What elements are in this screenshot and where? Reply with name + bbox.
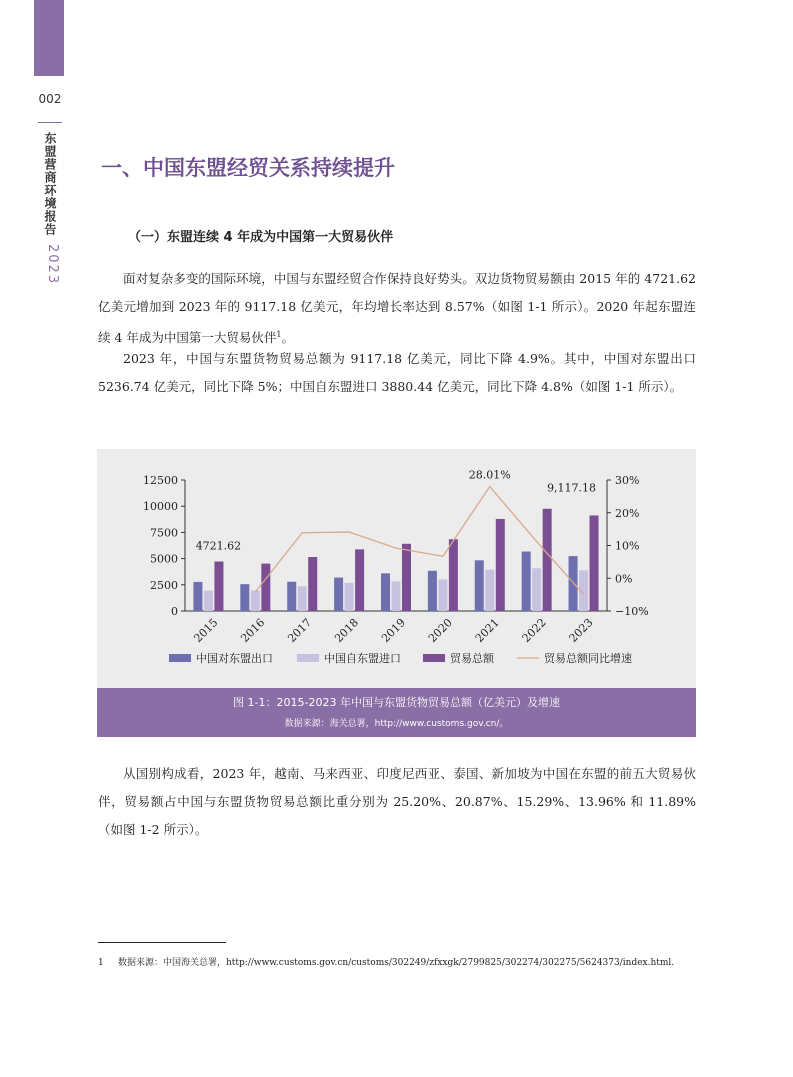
footnote-number: 1 — [98, 958, 104, 968]
bar-2021 — [475, 560, 484, 611]
section-title: 一、中国东盟经贸关系持续提升 — [101, 156, 395, 180]
legend-label: 贸易总额 — [450, 652, 494, 665]
footnote-text: 数据来源：中国海关总署，http://www.customs.gov.cn/customs/302249/zfxxgk/2799825/302274/302275/5624373/index.html. — [118, 958, 675, 968]
x-axis-tick-label: 2015 — [191, 616, 221, 646]
bar-2018 — [355, 549, 364, 611]
left-axis-tick-label: 7500 — [150, 526, 178, 540]
footnote-ref[interactable]: 1 — [276, 330, 282, 339]
bar-2021 — [485, 570, 494, 611]
paragraph-1-text: 面对复杂多变的国际环境，中国与东盟经贸合作保持良好势头。双边货物贸易额由 2015 年的 4721.62 亿美元增加到 2023 年的 9117.18 亿美元，年均增长率达到 8.57%（如图 1-1 所示）。2020 年起东盟连续 4 年成为中国第一大贸易伙伴 — [98, 271, 696, 346]
x-axis-tick-label: 2020 — [425, 616, 455, 646]
left-axis-tick-label: 10000 — [143, 500, 178, 514]
bar-2023 — [569, 556, 578, 611]
left-axis-tick-label: 2500 — [150, 578, 178, 592]
left-axis-tick-label: 12500 — [143, 474, 178, 487]
bar-2020 — [428, 571, 437, 611]
bar-2022 — [543, 509, 552, 611]
right-axis-tick-label: −10% — [615, 605, 649, 618]
bar-2021 — [496, 519, 505, 611]
section-subtitle: （一）东盟连续 4 年成为中国第一大贸易伙伴 — [128, 230, 394, 245]
x-axis-tick-label: 2018 — [332, 616, 362, 646]
right-axis-tick-label: 0% — [615, 572, 633, 586]
bar-2019 — [392, 581, 401, 611]
paragraph-2: 2023 年，中国与东盟货物贸易总额为 9117.18 亿美元，同比下降 4.9%。其中，中国对东盟出口 5236.74 亿美元，同比下降 5%；中国自东盟进口 3880.44 亿美元，同比下降 4.8%（如图 1-1 所示）。 — [98, 351, 696, 394]
bar-2019 — [402, 544, 411, 611]
footnote-divider — [98, 942, 226, 943]
x-axis-tick-label: 2023 — [566, 616, 596, 646]
bar-2016 — [261, 564, 270, 611]
data-label: 28.01% — [468, 468, 511, 482]
legend-swatch — [169, 654, 191, 662]
bar-2015 — [214, 562, 223, 611]
figure-caption: 图 1-1：2015-2023 年中国与东盟货物贸易总额（亿美元）及增速 — [233, 696, 560, 709]
x-axis-tick-label: 2017 — [285, 616, 315, 646]
bar-2020 — [449, 539, 458, 611]
bar-2016 — [240, 584, 249, 611]
bar-2015 — [204, 591, 213, 611]
paragraph-1 — [98, 265, 696, 352]
right-axis-tick-label: 30% — [615, 474, 640, 487]
legend-label: 中国对东盟出口 — [196, 652, 273, 665]
bar-2017 — [287, 582, 296, 611]
legend-label: 贸易总额同比增速 — [544, 652, 632, 665]
bar-2017 — [308, 557, 317, 611]
bar-2019 — [381, 573, 390, 611]
figure-source: 数据来源：海关总署，http://www.customs.gov.cn/。 — [284, 719, 509, 729]
side-book-year: 2023 — [45, 244, 60, 286]
trade-chart — [97, 449, 696, 688]
x-axis-tick-label: 2021 — [472, 616, 502, 646]
bar-2022 — [532, 568, 541, 611]
left-axis-tick-label: 0 — [171, 605, 178, 618]
side-divider — [38, 122, 62, 123]
bar-2018 — [334, 578, 343, 611]
data-label: 4721.62 — [195, 539, 242, 553]
figure-caption-band — [97, 688, 696, 737]
page-number: 002 — [38, 92, 62, 106]
bar-2015 — [193, 582, 202, 611]
data-label: 9,117.18 — [547, 481, 597, 495]
chart-panel — [97, 449, 696, 688]
legend-label: 中国自东盟进口 — [324, 652, 401, 665]
bar-2020 — [438, 579, 447, 611]
legend-swatch — [297, 654, 319, 662]
bar-2016 — [251, 590, 260, 611]
legend-swatch — [423, 654, 445, 662]
bar-2022 — [522, 552, 531, 611]
bar-2018 — [345, 583, 354, 611]
right-axis-tick-label: 10% — [615, 539, 640, 553]
x-axis-tick-label: 2019 — [379, 616, 409, 646]
x-axis-tick-label: 2016 — [238, 616, 268, 646]
right-axis-tick-label: 20% — [615, 506, 640, 520]
paragraph-3: 从国别构成看，2023 年，越南、马来西亚、印度尼西亚、泰国、新加坡为中国在东盟的前五大贸易伙伴，贸易额占中国与东盟货物贸易总额比重分别为 25.20%、20.87%、15.29%、13.96% 和 11.89%（如图 1-2 所示）。 — [98, 766, 696, 837]
bar-2023 — [590, 515, 599, 611]
left-axis-tick-label: 5000 — [150, 552, 178, 566]
bar-2017 — [298, 586, 307, 611]
paragraph-1-end: 。 — [281, 330, 295, 346]
x-axis-tick-label: 2022 — [519, 616, 549, 646]
side-book-title: 东盟营商环境报告 — [43, 132, 57, 236]
chapter-tab-band — [34, 0, 64, 76]
